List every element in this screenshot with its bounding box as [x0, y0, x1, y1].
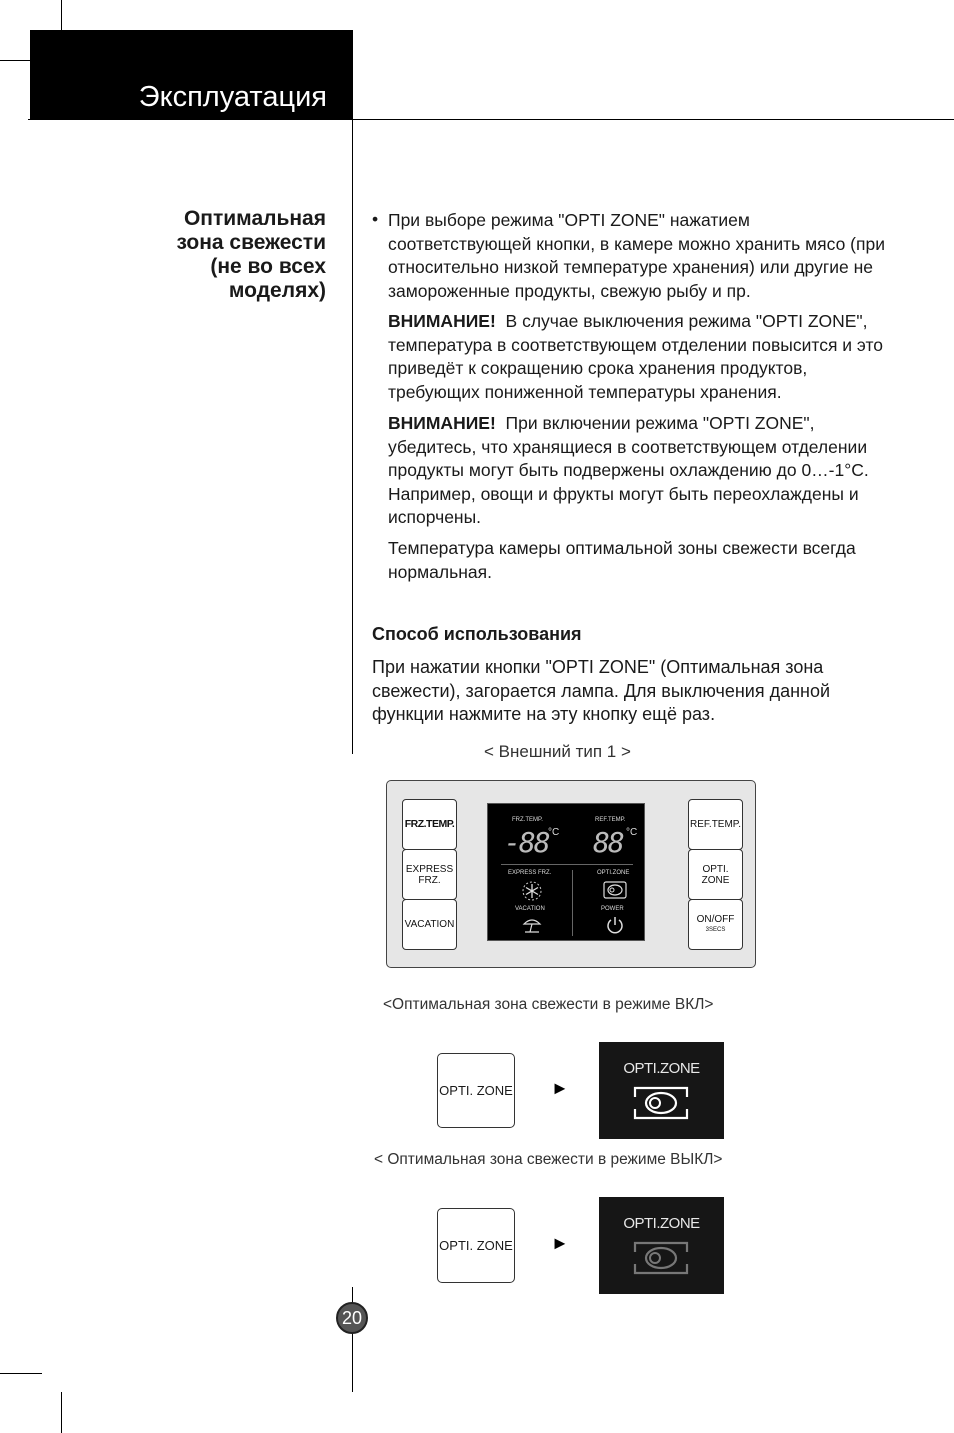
- bullet: •: [372, 209, 379, 229]
- warning-label: ВНИМАНИЕ!: [388, 413, 496, 433]
- ref-temp-digits: 88: [593, 826, 623, 859]
- caption-mode-on: <Оптимальная зона свежести в режиме ВКЛ>: [383, 996, 714, 1013]
- section-title-line: зона свежести: [176, 231, 326, 254]
- crop-mark-left: [0, 60, 30, 61]
- crop-mark-bottom: [61, 1392, 62, 1433]
- indicator-on: [599, 1042, 724, 1139]
- display-screen: [487, 803, 645, 941]
- power-icon: [605, 915, 625, 935]
- caption-mode-off: < Оптимальная зона свежести в режиме ВЫКЛ>: [374, 1151, 723, 1168]
- usage-heading: Способ использования: [372, 624, 582, 644]
- power-label: POWER: [601, 906, 624, 912]
- header-title: Эксплуатация: [138, 81, 327, 113]
- vacation-button[interactable]: VACATION: [402, 899, 457, 950]
- crop-mark-top: [61, 0, 62, 30]
- screen-divider-vertical: [572, 870, 573, 936]
- paragraph-1: При выборе режима "OPTI ZONE" нажатием соответствующей кнопки, в камере можно хранить мясо (при относительно низкой температуре хранения) или другие не замороженные продукты, свежую рыбу и пр.: [388, 210, 885, 301]
- indicator-on-label: OPTI.ZONE: [623, 1060, 700, 1077]
- paragraph-2: [388, 310, 888, 404]
- on-off-label: ON/OFF: [696, 913, 735, 925]
- paragraph-3-text: При включении режима "OPTI ZONE", убедитесь, что хранящиеся в соответствующем отделении продукты могут быть подвержены охлаждению до 0…-1°C. Например, овощи и фрукты могут быть переохлаждены и испорчены.: [388, 413, 869, 527]
- umbrella-icon: [521, 915, 543, 935]
- paragraph-4: Температура камеры оптимальной зоны свежести всегда нормальная.: [388, 538, 856, 582]
- frz-deg-label: °C: [548, 827, 560, 838]
- opti-zone-demo-button-off[interactable]: OPTI. ZONE: [437, 1208, 515, 1283]
- control-panel: [386, 780, 756, 968]
- ref-temp-label: REF.TEMP.: [595, 817, 626, 823]
- section-title-line: моделях): [228, 279, 326, 302]
- column-divider: [352, 30, 353, 754]
- on-off-button[interactable]: [688, 899, 743, 950]
- section-title-line: (не во всех: [210, 255, 326, 278]
- vacation-label: VACATION: [515, 906, 545, 912]
- opti-zone-button[interactable]: OPTI. ZONE: [688, 849, 743, 900]
- arrow-icon: ►: [551, 1078, 569, 1098]
- indicator-off: [599, 1197, 724, 1294]
- frz-temp-button[interactable]: FRZ.TEMP.: [402, 799, 457, 850]
- caption-external-type: < Внешний тип 1 >: [484, 742, 631, 761]
- paragraph-3: [388, 412, 888, 530]
- warning-label: ВНИМАНИЕ!: [388, 311, 496, 331]
- indicator-off-label: OPTI.ZONE: [623, 1215, 700, 1232]
- page-number: 20: [336, 1302, 368, 1334]
- frz-temp-digits: -88: [504, 826, 549, 859]
- opti-zone-demo-button-on[interactable]: OPTI. ZONE: [437, 1053, 515, 1128]
- usage-text: При нажатии кнопки "OPTI ZONE" (Оптимальная зона свежести), загорается лампа. Для выключения данной функции нажмите на эту кнопку ещё раз.: [372, 657, 831, 724]
- section-title-line: Оптимальная: [183, 207, 326, 230]
- frz-temp-label: FRZ.TEMP.: [512, 817, 543, 823]
- on-off-sublabel: 3SECS: [705, 926, 726, 933]
- screen-divider: [501, 864, 633, 865]
- paragraph-2-text: В случае выключения режима "OPTI ZONE", температура в соответствующем отделении повысится и это приведёт к сокращению срока хранения продуктов, требующих пониженной температуры хранения.: [388, 311, 884, 402]
- optizone-icon: [633, 1240, 689, 1276]
- ref-deg-label: °C: [626, 827, 638, 838]
- header-bar: [30, 30, 353, 120]
- optizone-icon: [603, 881, 627, 899]
- snowflake-icon: [521, 880, 543, 902]
- arrow-icon: ►: [551, 1233, 569, 1253]
- optizone-label: OPTI.ZONE: [597, 870, 630, 876]
- optizone-icon: [633, 1085, 689, 1121]
- section-title: [176, 207, 326, 303]
- crop-mark-bottom-left: [0, 1373, 42, 1374]
- ref-temp-button[interactable]: REF.TEMP.: [688, 799, 743, 850]
- express-frz-button[interactable]: EXPRESS FRZ.: [402, 849, 457, 900]
- express-frz-label: EXPRESS FRZ.: [508, 870, 552, 876]
